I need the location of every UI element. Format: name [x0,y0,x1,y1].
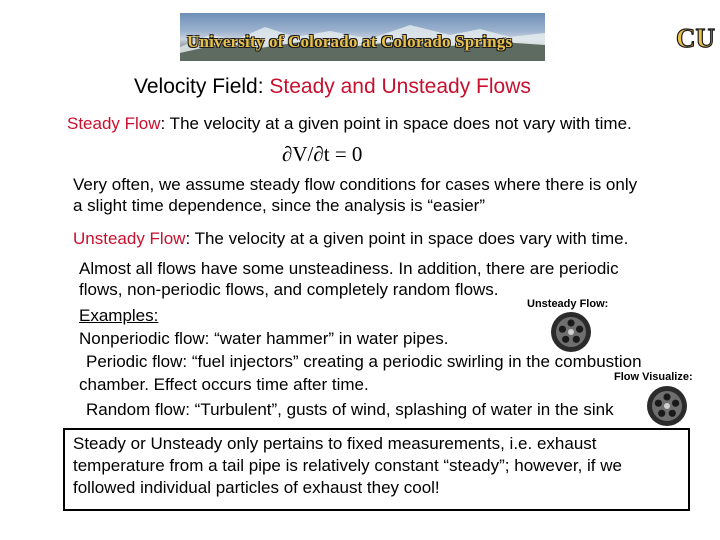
random-example: Random flow: “Turbulent”, gusts of wind, splashing of water in the sink [86,400,614,419]
summary-text [73,433,622,499]
examples-label: Examples: [79,306,159,325]
summary-line2: temperature from a tail pipe is relatively constant “steady”; however, if we [73,456,622,475]
unsteady-flow-media-label: Unsteady Flow: [527,298,609,310]
unsteady-flow-definition [73,229,628,249]
periodic-example-line1: Periodic flow: “fuel injectors” creating a periodic swirling in the combustion [86,352,642,371]
banner-title: University of Colorado at Colorado Springs [187,32,513,51]
nonperiodic-example: Nonperiodic flow: “water hammer” in water pipes. [79,329,449,348]
unsteady-line2: flows, non-periodic flows, and completely random flows. [79,280,499,299]
steady-flow-term: Steady Flow [67,114,161,133]
cu-logo-icon [673,19,715,55]
periodic-example-line2: chamber. Effect occurs time after time. [79,375,369,394]
cu-logo-text: CU [676,23,715,53]
unsteady-line1: Almost all flows have some unsteadiness. In addition, there are periodic [79,259,619,278]
film-reel-icon[interactable] [550,311,592,353]
film-reel-icon[interactable] [646,385,688,427]
flow-visualize-label: Flow Visualize: [614,371,693,383]
steady-flow-text: : The velocity at a given point in space does not vary with time. [160,114,632,133]
title-prefix: Velocity Field: [134,75,270,98]
steady-note-line2: a slight time dependence, since the analysis is “easier” [73,196,485,215]
page-title [134,75,531,99]
steady-note-line1: Very often, we assume steady flow conditions for cases where there is only [73,175,638,194]
steady-flow-definition [67,114,632,134]
unsteady-flow-text: : The velocity at a given point in space does vary with time. [185,229,629,248]
unsteady-flow-term: Unsteady Flow [73,229,186,248]
summary-line1: Steady or Unsteady only pertains to fixed measurements, i.e. exhaust [73,434,597,453]
summary-line3: followed individual particles of exhaust they cool! [73,478,440,497]
title-highlight: Steady and Unsteady Flows [269,75,531,98]
university-banner [180,13,715,61]
steady-equation: ∂V/∂t = 0 [282,142,363,166]
